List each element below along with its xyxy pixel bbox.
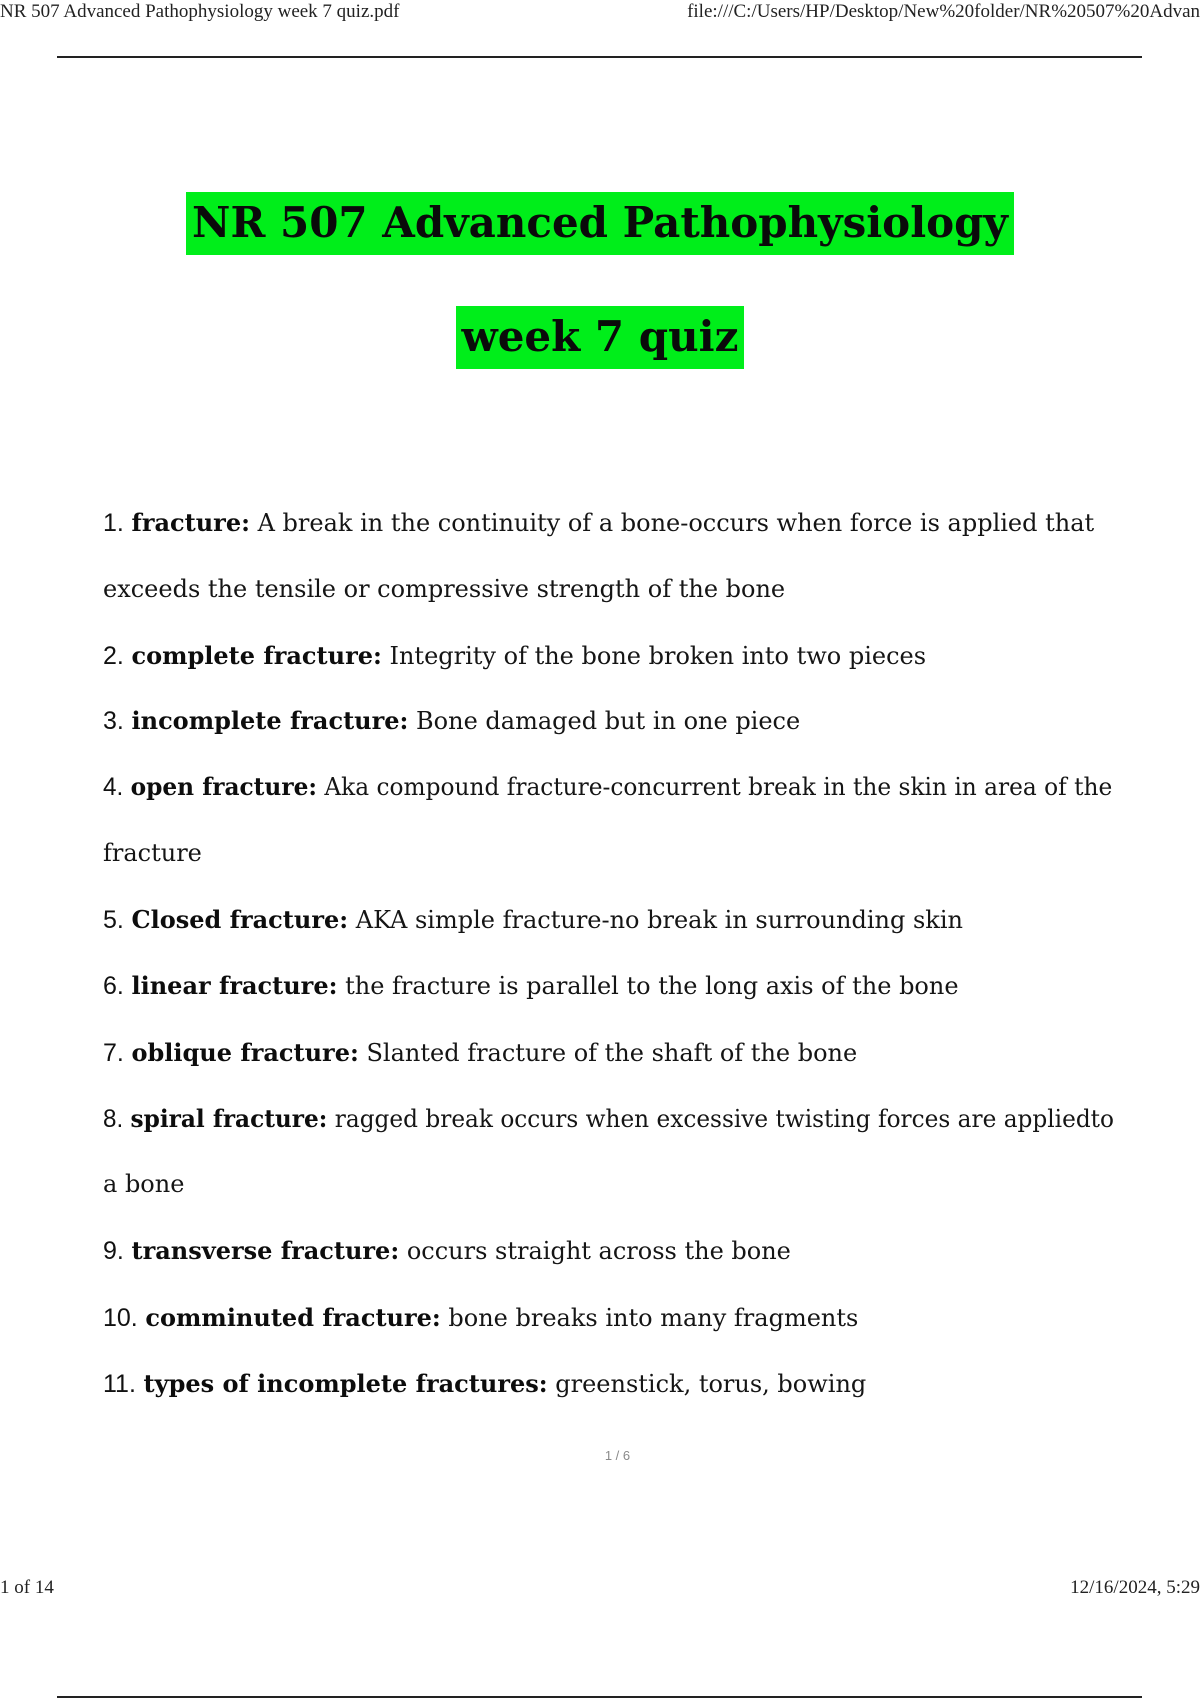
item-definition: greenstick, torus, bowing [555,1370,867,1398]
inner-page-indicator: 1 / 6 [604,1448,631,1463]
item-number: 1. [103,509,124,537]
item-term: types of incomplete fractures: [143,1369,548,1398]
item-term: linear fracture: [131,971,338,1000]
item-number: 8. [103,1105,124,1133]
item-term: complete fracture: [131,641,382,670]
item-number: 5. [103,906,124,934]
item-definition-continued: fracture [103,839,202,867]
item-number: 2. [103,642,124,670]
item-number: 10. [103,1304,138,1332]
item-term: oblique fracture: [131,1038,359,1067]
bottom-divider [57,1696,1142,1698]
item-number: 7. [103,1039,124,1067]
list-item [103,772,1113,802]
list-item [103,1104,1114,1134]
print-header-file-path: file:///C:/Users/HP/Desktop/New%20folder/NR%20507%20Advan [687,1,1200,22]
document-title-line-1 [0,198,1200,247]
item-term: comminuted fracture: [145,1303,441,1332]
list-item [103,1038,1113,1068]
list-item [103,1369,1113,1399]
document-title-line-2 [0,312,1200,361]
item-definition: Integrity of the bone broken into two pieces [389,642,927,670]
item-definition: Bone damaged but in one piece [416,707,801,735]
title-highlight-2: week 7 quiz [456,306,745,369]
list-item [103,641,1113,671]
list-item [103,1236,1113,1266]
item-definition: bone breaks into many fragments [448,1304,859,1332]
item-definition-continued: exceeds the tensile or compressive strength of the bone [103,575,786,603]
item-term: Closed fracture: [131,905,349,934]
item-number: 11. [103,1370,136,1398]
top-divider [57,56,1142,58]
list-item [103,905,1113,935]
list-item [103,508,1113,538]
print-footer-page-count: 1 of 14 [0,1577,54,1598]
list-item [103,706,1113,736]
item-number: 6. [103,972,124,1000]
item-number: 3. [103,707,124,735]
item-term: incomplete fracture: [131,706,409,735]
print-header-doc-name: NR 507 Advanced Pathophysiology week 7 quiz.pdf [0,1,400,22]
item-definition: ragged break occurs when excessive twisting forces are appliedto [334,1105,1114,1133]
item-term: transverse fracture: [131,1236,400,1265]
title-highlight-1: NR 507 Advanced Pathophysiology [186,192,1014,255]
item-term: open fracture: [130,772,317,801]
list-item [103,1303,1113,1333]
item-definition: Slanted fracture of the shaft of the bone [366,1039,858,1067]
item-term: spiral fracture: [130,1104,328,1133]
item-term: fracture: [131,508,250,537]
item-definition: Aka compound fracture-concurrent break in the skin in area of the [324,773,1113,801]
item-definition: the fracture is parallel to the long axis of the bone [345,972,959,1000]
list-item [103,971,1113,1001]
item-definition: A break in the continuity of a bone-occurs when force is applied that [257,509,1095,537]
item-definition: AKA simple fracture-no break in surrounding skin [355,906,963,934]
item-number: 9. [103,1237,124,1265]
print-footer-datetime: 12/16/2024, 5:29 [1070,1577,1200,1598]
item-number: 4. [103,773,124,801]
item-definition-continued: a bone [103,1170,185,1198]
item-definition: occurs straight across the bone [406,1237,791,1265]
